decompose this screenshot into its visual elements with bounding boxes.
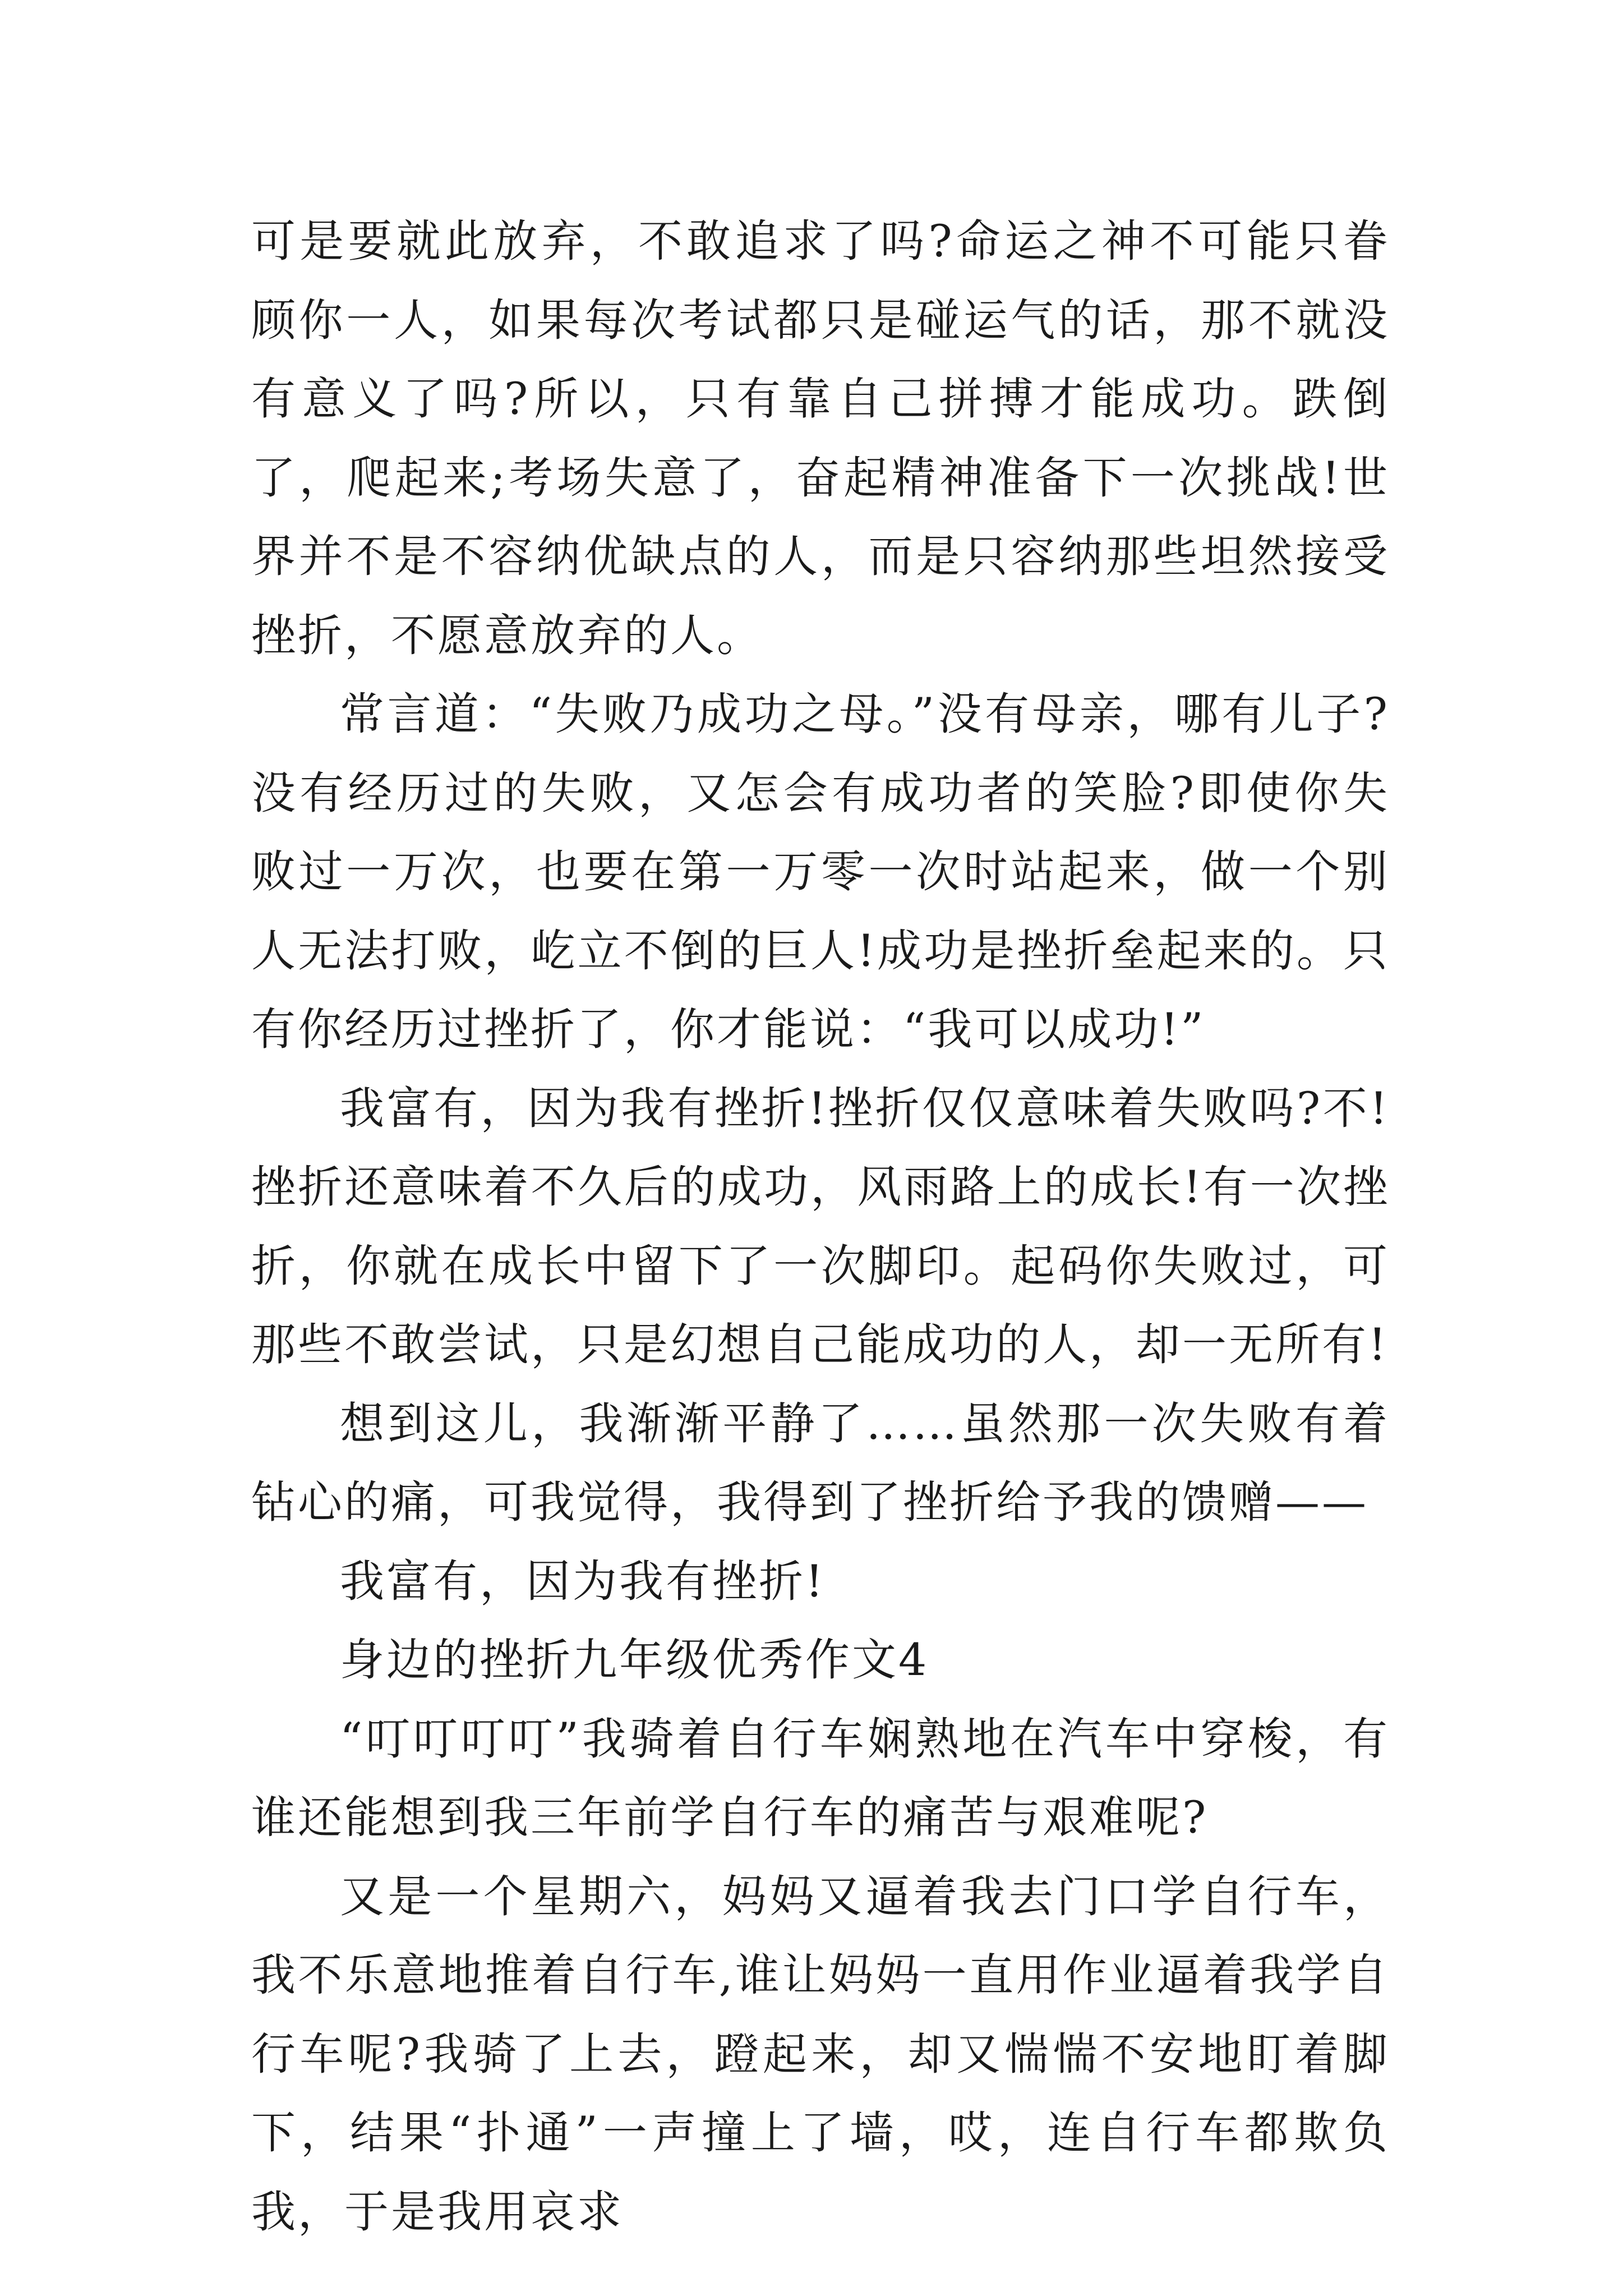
paragraph-4: 想到这儿，我渐渐平静了……虽然那一次失败有着钻心的痛，可我觉得，我得到了挫折给予我的馈赠—— xyxy=(251,1397,1390,1528)
paragraph-1: 可是要就此放弃，不敢追求了吗?命运之神不可能只眷顾你一人，如果每次考试都只是碰运气的话，那不就没有意义了吗?所以，只有靠自己拼搏才能成功。跌倒了，爬起来;考场失意了，奋起精神准备下一次挑战!世界并不是不容纳优缺点的人，而是只容纳那些坦然接受挫折，不愿意放弃的人。 xyxy=(251,215,1390,661)
paragraph-3: 我富有，因为我有挫折!挫折仅仅意味着失败吗?不!挫折还意味着不久后的成功，风雨路上的成长!有一次挫折，你就在成长中留下了一次脚印。起码你失败过，可那些不敢尝试，只是幻想自己能成功的人，却一无所有! xyxy=(251,1082,1390,1370)
paragraph-5: 我富有，因为我有挫折! xyxy=(340,1555,826,1607)
paragraph-7: “叮叮叮叮”我骑着自行车娴熟地在汽车中穿梭，有谁还能想到我三年前学自行车的痛苦与艰难呢? xyxy=(251,1713,1390,1843)
paragraph-8: 又是一个星期六，妈妈又逼着我去门口学自行车，我不乐意地推着自行车,谁让妈妈一直用作业逼着我学自行车呢?我骑了上去，蹬起来，却又惴惴不安地盯着脚下，结果“扑通”一声撞上了墙，哎，连自行车都欺负我，于是我用哀求 xyxy=(251,1870,1390,2238)
document-body xyxy=(251,202,1390,2251)
paragraph-2: 常言道：“失败乃成功之母。”没有母亲，哪有儿子?没有经历过的失败，又怎会有成功者的笑脸?即使你失败过一万次，也要在第一万零一次时站起来，做一个别人无法打败，屹立不倒的巨人!成功是挫折垒起来的。只有你经历过挫折了，你才能说：“我可以成功!” xyxy=(251,688,1390,1055)
section-heading: 身边的挫折九年级优秀作文4 xyxy=(340,1634,929,1686)
